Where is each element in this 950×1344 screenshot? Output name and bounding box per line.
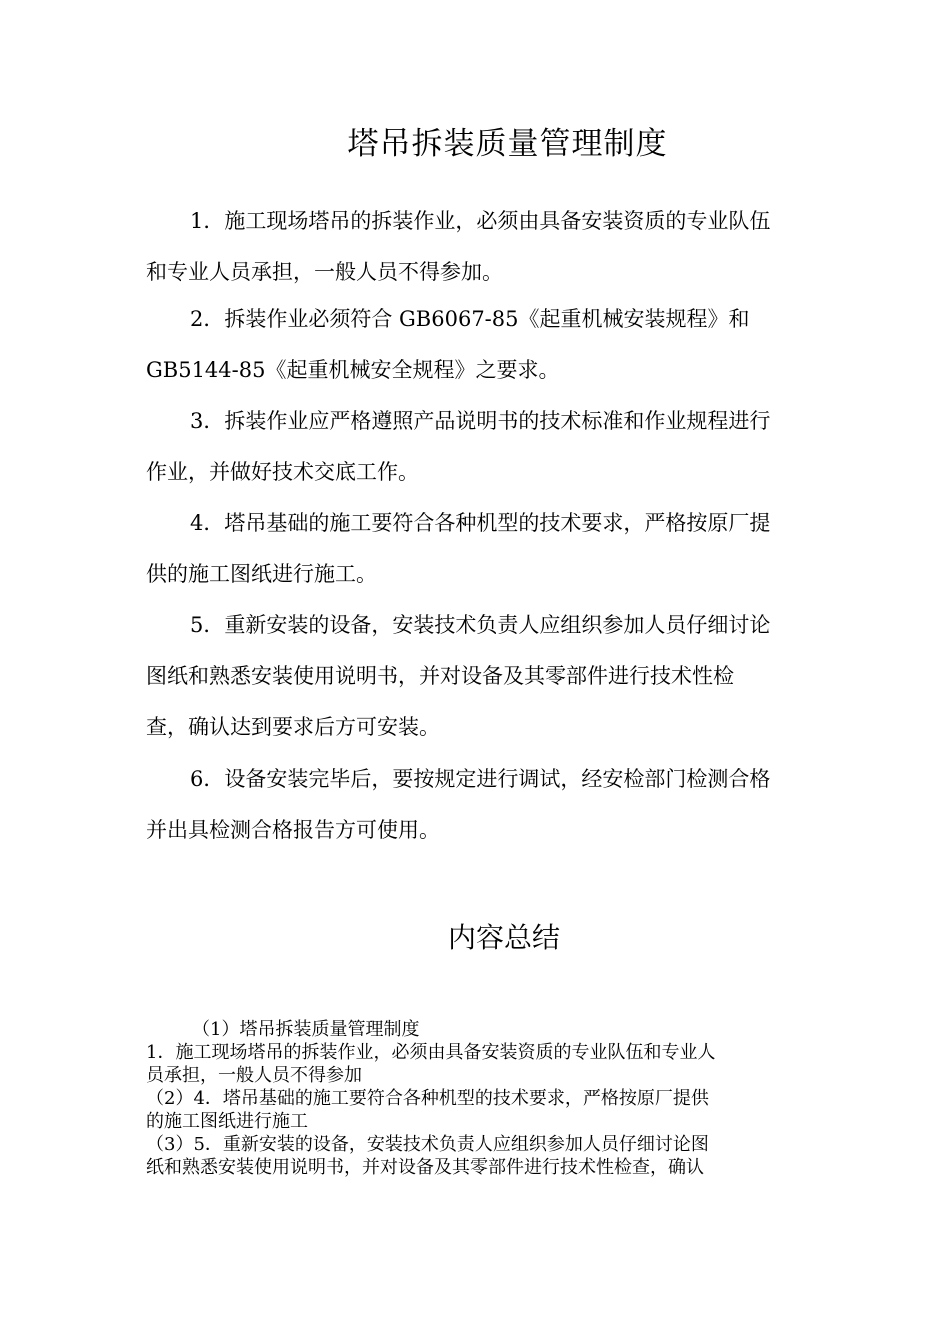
- summary-line: 员承担，一般人员不得参加: [146, 1065, 362, 1086]
- paragraph-line: 2．拆装作业必须符合 GB6067-85《起重机械安装规程》和: [190, 307, 750, 331]
- summary-line: （1）塔吊拆装质量管理制度: [192, 1019, 420, 1040]
- summary-line: 1．施工现场塔吊的拆装作业，必须由具备安装资质的专业队伍和专业人: [146, 1042, 716, 1063]
- document-title: 塔吊拆装质量管理制度: [347, 126, 668, 162]
- paragraph-line: 5．重新安装的设备，安装技术负责人应组织参加人员仔细讨论: [190, 613, 771, 637]
- paragraph-line: 查，确认达到要求后方可安装。: [146, 715, 440, 739]
- paragraph-3: [146, 396, 811, 498]
- summary-line: 的施工图纸进行施工: [146, 1111, 308, 1132]
- paragraph-line: 并出具检测合格报告方可使用。: [146, 818, 440, 842]
- paragraph-5: [146, 600, 811, 753]
- paragraph-line: GB5144-85《起重机械安全规程》之要求。: [146, 358, 560, 382]
- summary-section: [146, 1018, 811, 1179]
- paragraph-line: 供的施工图纸进行施工。: [146, 562, 377, 586]
- summary-title: 内容总结: [447, 921, 560, 954]
- paragraph-6: [146, 754, 811, 856]
- paragraph-line: 图纸和熟悉安装使用说明书，并对设备及其零部件进行技术性检: [146, 664, 734, 688]
- summary-line: （3）5．重新安装的设备，安装技术负责人应组织参加人员仔细讨论图: [146, 1134, 709, 1155]
- paragraph-line: 1．施工现场塔吊的拆装作业，必须由具备安装资质的专业队伍: [190, 209, 771, 233]
- paragraph-line: 4．塔吊基础的施工要符合各种机型的技术要求，严格按原厂提: [190, 511, 771, 535]
- paragraph-line: 6．设备安装完毕后，要按规定进行调试，经安检部门检测合格: [190, 767, 771, 791]
- paragraph-line: 作业，并做好技术交底工作。: [146, 460, 419, 484]
- paragraph-2: [146, 294, 811, 396]
- summary-line: （2）4．塔吊基础的施工要符合各种机型的技术要求，严格按原厂提供: [146, 1088, 709, 1109]
- paragraph-1: [146, 196, 811, 298]
- summary-line: 纸和熟悉安装使用说明书，并对设备及其零部件进行技术性检查，确认: [146, 1157, 704, 1178]
- paragraph-4: [146, 498, 811, 600]
- paragraph-line: 和专业人员承担，一般人员不得参加。: [146, 260, 503, 284]
- paragraph-line: 3．拆装作业应严格遵照产品说明书的技术标准和作业规程进行: [190, 409, 771, 433]
